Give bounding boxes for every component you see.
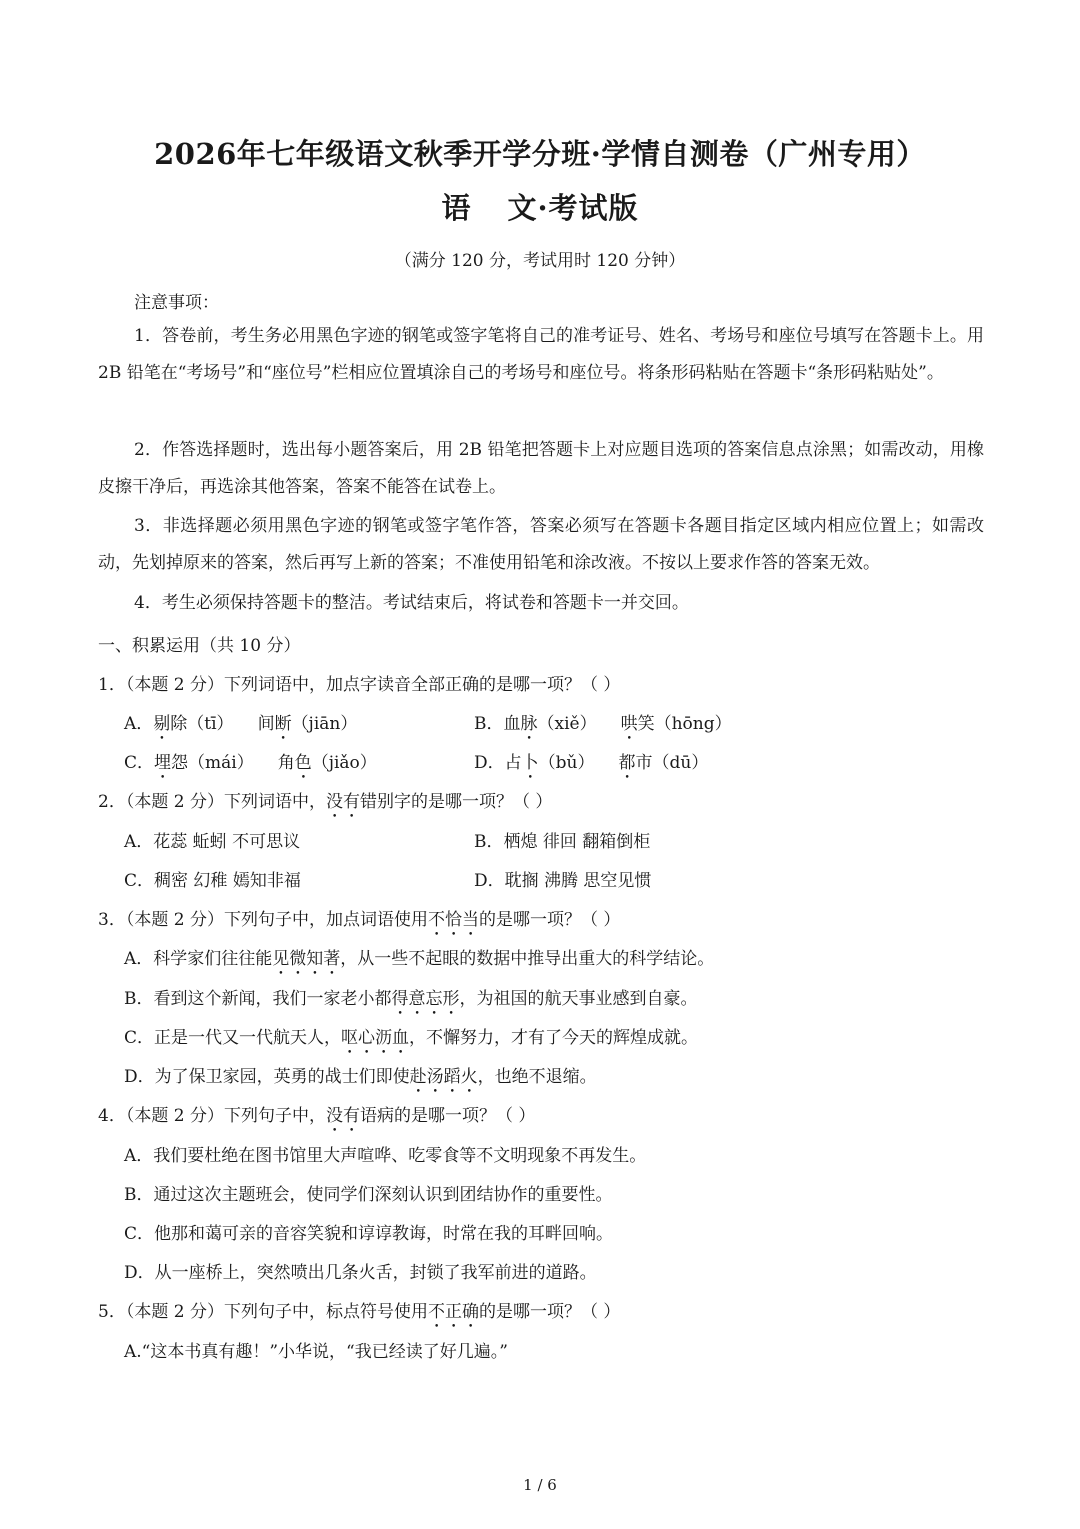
q3-option-d: D．为了保卫家园，英勇的战士们即使赴汤蹈火，也绝不退缩。 bbox=[124, 1067, 597, 1087]
subtitle-part-a: 语 bbox=[441, 191, 472, 225]
q2-option-d: D．耽搁 沸腾 思空见惯 bbox=[474, 871, 652, 891]
section-heading: 一、积累运用（共 10 分） bbox=[98, 636, 301, 656]
note-item-4: 4．考生必须保持答题卡的整洁。考试结束后，将试卷和答题卡一并交回。 bbox=[134, 593, 689, 613]
score-note: （满分 120 分，考试用时 120 分钟） bbox=[394, 251, 686, 271]
question-4-stem: 4．（本题 2 分）下列句子中，没有语病的是哪一项？（ ） bbox=[98, 1106, 536, 1126]
exam-title: 2026年七年级语文秋季开学分班·学情自测卷（广州专用） bbox=[154, 137, 926, 171]
question-1-stem: 1．（本题 2 分）下列词语中，加点字读音全部正确的是哪一项？（ ） bbox=[98, 675, 621, 695]
q1-option-d: D．占卜（bǔ） 都市（dū） bbox=[474, 753, 709, 773]
q1-option-a: A．剔除（tī） 间断（jiān） bbox=[124, 714, 358, 734]
page-number: 1 / 6 bbox=[523, 1476, 557, 1494]
q2-option-c: C．稠密 幻稚 嫣知非福 bbox=[124, 871, 301, 891]
q4-option-a: A．我们要杜绝在图书馆里大声喧哗、吃零食等不文明现象不再发生。 bbox=[124, 1146, 647, 1166]
question-5-stem: 5．（本题 2 分）下列句子中，标点符号使用不正确的是哪一项？（ ） bbox=[98, 1302, 621, 1322]
q1-option-c: C．埋怨（mái） 角色（jiǎo） bbox=[124, 753, 377, 773]
note-item-1: 1．答卷前，考生务必用黑色字迹的钢笔或签字笔将自己的准考证号、姓名、考场号和座位号填写在答题卡上。用 2B 铅笔在“考场号”和“座位号”栏相应位置填涂自己的考场号和座位号。将条形码粘贴在答题卡“条形码粘贴处”。 bbox=[98, 326, 984, 383]
exam-subtitle bbox=[0, 186, 1080, 227]
q2-option-b: B．栖熄 徘回 翻箱倒柜 bbox=[474, 832, 651, 852]
subtitle-part-b: 文·考试版 bbox=[507, 191, 639, 225]
q3-option-a: A．科学家们往往能见微知著，从一些不起眼的数据中推导出重大的科学结论。 bbox=[124, 949, 715, 969]
note-item-3: 3．非选择题必须用黑色字迹的钢笔或签字笔作答，答案必须写在答题卡各题目指定区域内相应位置上；如需改动，先划掉原来的答案，然后再写上新的答案；不准使用铅笔和涂改液。不按以上要求作答的答案无效。 bbox=[98, 516, 984, 573]
q4-option-c: C．他那和蔼可亲的音容笑貌和谆谆教诲，时常在我的耳畔回响。 bbox=[124, 1224, 614, 1244]
question-2-stem: 2．（本题 2 分）下列词语中，没有错别字的是哪一项？（ ） bbox=[98, 792, 553, 812]
question-3-stem: 3．（本题 2 分）下列句子中，加点词语使用不恰当的是哪一项？（ ） bbox=[98, 910, 621, 930]
q4-option-b: B．通过这次主题班会，使同学们深刻认识到团结协作的重要性。 bbox=[124, 1185, 613, 1205]
q3-option-b: B．看到这个新闻，我们一家老小都得意忘形，为祖国的航天事业感到自豪。 bbox=[124, 989, 698, 1009]
note-item-2: 2．作答选择题时，选出每小题答案后，用 2B 铅笔把答题卡上对应题目选项的答案信息点涂黑；如需改动，用橡皮擦干净后，再选涂其他答案，答案不能答在试卷上。 bbox=[98, 440, 984, 497]
q4-option-d: D．从一座桥上，突然喷出几条火舌，封锁了我军前进的道路。 bbox=[124, 1263, 597, 1283]
q3-option-c: C．正是一代又一代航天人，呕心沥血，不懈努力，才有了今天的辉煌成就。 bbox=[124, 1028, 699, 1048]
notes-heading: 注意事项： bbox=[134, 293, 219, 313]
q5-option-a: A.“这本书真有趣！”小华说，“我已经读了好几遍。” bbox=[124, 1342, 508, 1362]
q2-option-a: A．花蕊 蚯蚓 不可思议 bbox=[124, 832, 301, 852]
q1-option-b: B．血脉（xiě） 哄笑（hōng） bbox=[474, 714, 732, 734]
